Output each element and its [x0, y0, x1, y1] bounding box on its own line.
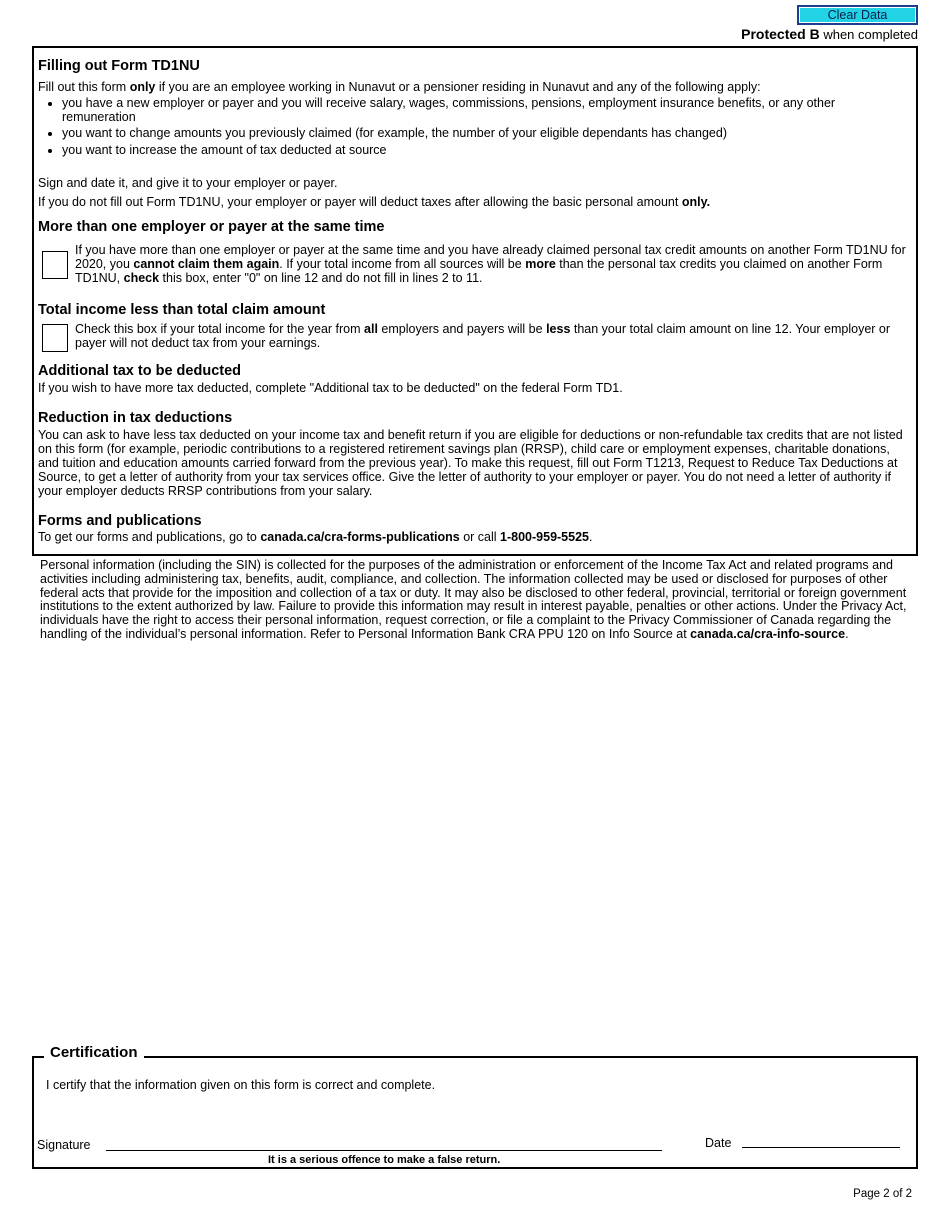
ti-b1: all: [364, 322, 378, 336]
ti-b2: less: [546, 322, 571, 336]
mto-b3: check: [123, 271, 160, 285]
mto-b2: more: [525, 257, 556, 271]
more-than-one-title: More than one employer or payer at the same time: [38, 219, 385, 235]
certification-box: [32, 1044, 918, 1169]
ti-t3: than your total claim amount on line 12. Your employer or payer will not deduct tax from your earnings.: [75, 322, 891, 350]
forms-text: [38, 530, 914, 544]
mto-t2: . If your total income from all sources will be: [279, 257, 526, 271]
filling-intro-bold: only: [129, 80, 156, 94]
no-fill-pre: If you do not fill out Form TD1NU, your employer or payer will deduct taxes after allowing the basic personal amount: [38, 195, 682, 209]
forms-t1: To get our forms and publications, go to: [38, 530, 261, 544]
total-income-text: [75, 322, 910, 350]
protected-b-label: [741, 26, 918, 43]
privacy-text: Personal information (including the SIN) is collected for the purposes of the administration or enforcement of the Income Tax Act and related programs and activities including administering tax, benefits, audit, compliance, and collection. The information collected may be used or disclosed for purposes of other federal acts that provide for the imposition and collection of a tax or duty. It may also be disclosed to other federal, provincial, territorial or foreign government institutions to the extent authorized by law. Failure to provide this information may result in interest payable, penalties or other actions. Under the Privacy Act, individuals have the right to access their personal information, request correction, or file a complaint to the Privacy Commissioner of Canada regarding the handling of the individual’s personal information. Refer to Personal Information Bank CRA PPU 120 on Info Source at: [40, 558, 907, 641]
bullet-item: • you want to change amounts you previously claimed (for example, the number of your eligible dependants has changed): [62, 127, 862, 141]
clear-data-button[interactable]: Clear Data: [797, 5, 918, 25]
certification-statement: I certify that the information given on this form is correct and complete.: [46, 1078, 436, 1092]
additional-tax-title: Additional tax to be deducted: [38, 363, 242, 379]
sign-instruction: Sign and date it, and give it to your employer or payer.: [38, 176, 338, 190]
date-label: Date: [705, 1136, 732, 1150]
certification-title: Certification: [44, 1044, 144, 1062]
mto-b1: cannot claim them again: [133, 257, 280, 271]
mto-t1: If you have more than one employer or payer at the same time and you have already claimed personal tax credit amounts on another Form TD1NU for 2020, you: [75, 243, 906, 271]
page-number: Page 2 of 2: [853, 1188, 912, 1200]
signature-line[interactable]: [106, 1150, 662, 1151]
bullet-item: • you want to increase the amount of tax deducted at source: [62, 144, 862, 158]
forms-t3: .: [589, 530, 593, 544]
privacy-notice: [40, 559, 910, 642]
protected-rest: when completed: [819, 27, 918, 42]
reduction-title: Reduction in tax deductions: [38, 410, 233, 426]
instructions-box: [32, 46, 918, 556]
forms-title: Forms and publications: [38, 513, 202, 529]
total-income-title: Total income less than total claim amount: [38, 302, 326, 318]
protected-bold: Protected B: [741, 26, 820, 42]
signature-label: Signature: [37, 1138, 91, 1152]
more-than-one-text: [75, 243, 910, 285]
forms-phone: 1-800-959-5525: [500, 530, 589, 544]
mto-t3: than the personal tax credits you claimed on another Form TD1NU,: [75, 257, 883, 285]
info-source-link[interactable]: canada.ca/cra-info-source: [690, 626, 846, 641]
false-return-warning: It is a serious offence to make a false return.: [268, 1154, 501, 1166]
date-line[interactable]: [742, 1147, 900, 1148]
filling-bullet-list: [38, 97, 862, 160]
total-income-checkbox[interactable]: [42, 324, 68, 352]
more-than-one-checkbox[interactable]: [42, 251, 68, 279]
no-fill-notice: [38, 195, 914, 209]
ti-t1: Check this box if your total income for the year from: [75, 322, 365, 336]
privacy-end: .: [845, 626, 849, 641]
filling-out-title: Filling out Form TD1NU: [38, 58, 200, 74]
no-fill-bold: only.: [681, 195, 711, 209]
reduction-text: You can ask to have less tax deducted on your income tax and benefit return if you are eligible for deductions or non-refundable tax credits that are not listed on this form (for example, periodic contributions to a registered retirement savings plan (RRSP), child care or employment expenses, charitable donations, and tuition and education amounts carried forward from the previous year). To make this request, fill out Form T1213, Request to Reduce Tax Deductions at Source, to get a letter of authority from your tax services office. Give the letter of authority to your employer or payer. You do not need a letter of authority if your employer deducts RRSP contributions from your salary.: [38, 428, 903, 498]
filling-intro: [38, 80, 914, 94]
filling-intro-pre: Fill out this form: [38, 80, 130, 94]
forms-t2: or call: [459, 530, 501, 544]
ti-t2: employers and payers will be: [377, 322, 547, 336]
additional-tax-text: If you wish to have more tax deducted, complete "Additional tax to be deducted" on the federal Form TD1.: [38, 381, 623, 395]
forms-link[interactable]: canada.ca/cra-forms-publications: [260, 530, 460, 544]
filling-intro-post: if you are an employee working in Nunavut or a pensioner residing in Nunavut and any of the following apply:: [155, 80, 761, 94]
bullet-item: • you have a new employer or payer and you will receive salary, wages, commissions, pensions, employment insurance benefits, or any other remuneration: [62, 97, 862, 124]
mto-t4: this box, enter "0" on line 12 and do not fill in lines 2 to 11.: [159, 271, 483, 285]
